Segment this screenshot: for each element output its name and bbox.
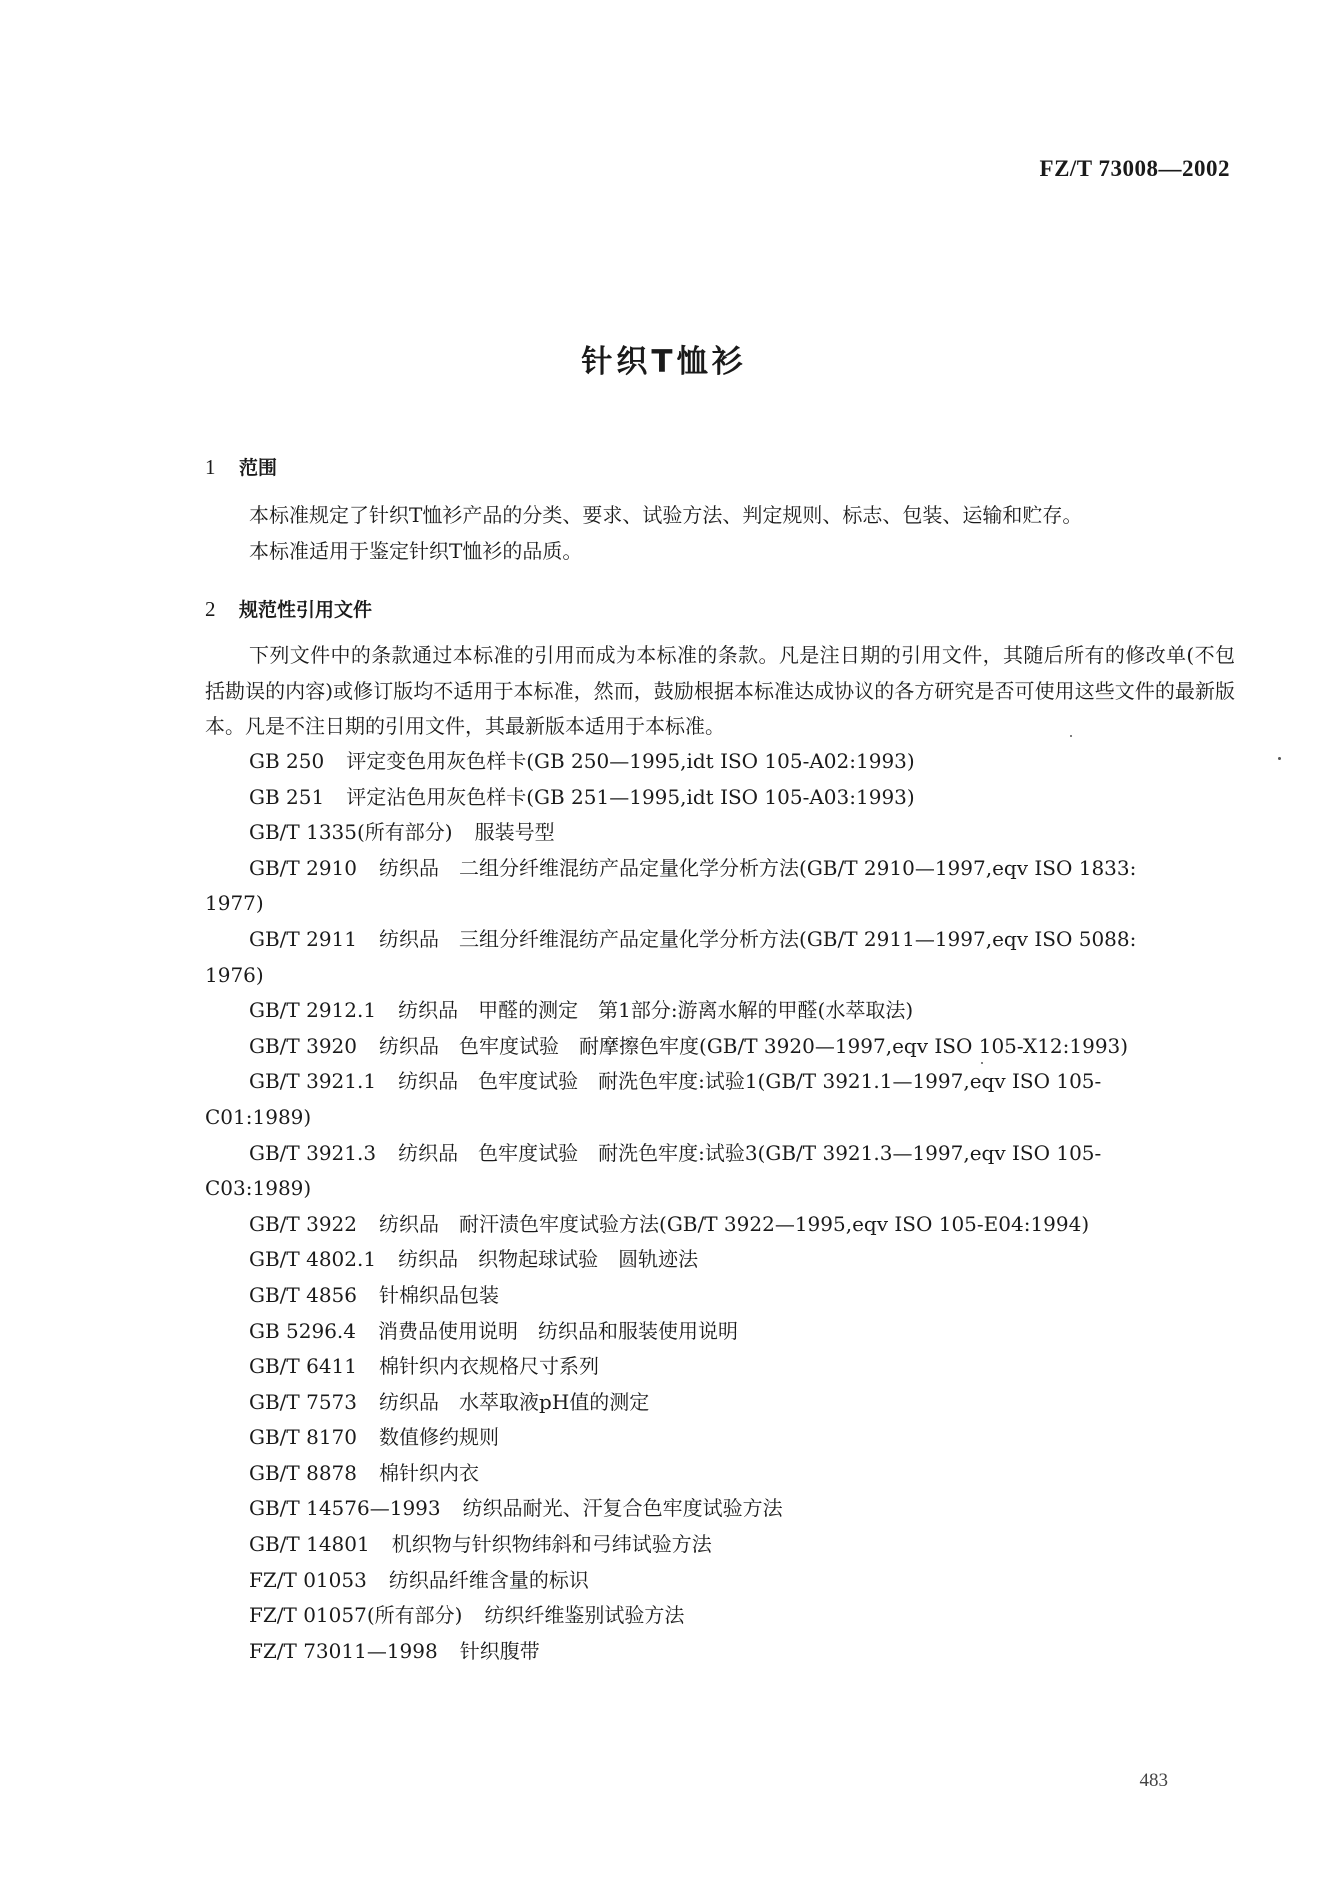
paragraph: 本标准规定了针织T恤衫产品的分类、要求、试验方法、判定规则、标志、包装、运输和贮存。 [249, 503, 1083, 527]
reference-code: GB/T 8170 [249, 1425, 358, 1450]
scan-speck [1278, 757, 1281, 760]
reference-item [205, 1242, 1235, 1278]
reference-title: 机织物与针织物纬斜和弓纬试验方法 [391, 1532, 712, 1557]
reference-code: GB/T 14801 [249, 1532, 370, 1557]
reference-title: 服装号型 [474, 820, 555, 845]
reference-code: GB/T 4856 [249, 1282, 358, 1307]
reference-title: 针织腹带 [459, 1638, 540, 1663]
reference-title: 纺织品 甲醛的测定 第1部分:游离水解的甲醛(水萃取法) [398, 998, 914, 1023]
reference-code: GB/T 1335(所有部分) [249, 820, 453, 845]
section-1-body [205, 498, 1235, 569]
reference-line [205, 1349, 1235, 1385]
reference-line [205, 1029, 1235, 1065]
reference-item [205, 1207, 1235, 1243]
reference-code: GB 5296.4 [249, 1318, 357, 1343]
reference-title: 纺织品纤维含量的标识 [388, 1567, 589, 1592]
reference-title: 纺织品 色牢度试验 耐摩擦色牢度(GB/T 3920—1997,eqv ISO 105-X12:1993) [379, 1033, 1129, 1058]
reference-line [205, 1456, 1235, 1492]
reference-item [205, 744, 1235, 780]
reference-title: 纺织品 三组分纤维混纺产品定量化学分析方法(GB/T 2911—1997,eqv ISO 5088: [379, 926, 1137, 951]
reference-title: 数值修约规则 [379, 1425, 500, 1450]
reference-line [205, 1527, 1235, 1563]
reference-line [205, 1207, 1235, 1243]
reference-item [205, 1385, 1235, 1421]
reference-code: GB/T 2910 [249, 855, 358, 880]
reference-title: 纺织纤维鉴别试验方法 [484, 1603, 685, 1628]
reference-code: FZ/T 01053 [249, 1567, 367, 1592]
reference-item [205, 1634, 1235, 1670]
reference-item [205, 922, 1235, 993]
scan-speck [1070, 735, 1072, 737]
reference-line [205, 1242, 1235, 1278]
reference-line [205, 1278, 1235, 1314]
scan-speck [981, 1062, 983, 1064]
reference-title: 纺织品 色牢度试验 耐洗色牢度:试验3(GB/T 3921.3—1997,eqv ISO 105- [398, 1140, 1102, 1165]
section-2-intro [205, 638, 1235, 745]
reference-title: 纺织品 耐汗渍色牢度试验方法(GB/T 3922—1995,eqv ISO 105-E04:1994) [379, 1211, 1090, 1236]
reference-code: GB/T 7573 [249, 1389, 358, 1414]
reference-continuation: 1976) [205, 962, 264, 987]
reference-code: GB/T 2911 [249, 926, 358, 951]
reference-code: GB/T 3921.1 [249, 1069, 377, 1094]
reference-code: FZ/T 01057(所有部分) [249, 1603, 463, 1628]
reference-title: 纺织品耐光、汗复合色牢度试验方法 [462, 1496, 783, 1521]
reference-item [205, 1491, 1235, 1527]
document-title: 针织T恤衫 [581, 344, 747, 380]
reference-list [205, 744, 1235, 1669]
reference-title: 针棉织品包装 [379, 1282, 500, 1307]
reference-item [205, 1029, 1235, 1065]
reference-item [205, 1064, 1235, 1135]
reference-item [205, 1314, 1235, 1350]
reference-continuation: C03:1989) [205, 1176, 312, 1201]
reference-continuation: 1977) [205, 891, 264, 916]
reference-item [205, 993, 1235, 1029]
reference-continuation: C01:1989) [205, 1104, 312, 1129]
reference-title: 纺织品 水萃取液pH值的测定 [379, 1389, 650, 1414]
reference-line [205, 744, 1235, 780]
reference-item [205, 851, 1235, 922]
section-1-heading [205, 453, 277, 480]
reference-code: GB/T 8878 [249, 1460, 358, 1485]
section-title: 规范性引用文件 [239, 599, 373, 621]
reference-line [205, 1385, 1235, 1421]
reference-title: 棉针织内衣规格尺寸系列 [379, 1354, 600, 1379]
reference-item [205, 780, 1235, 816]
reference-line [205, 1491, 1235, 1527]
reference-item [205, 1278, 1235, 1314]
reference-code: GB/T 3920 [249, 1033, 358, 1058]
page-number: 483 [1139, 1770, 1168, 1791]
reference-title: 评定沾色用灰色样卡(GB 251—1995,idt ISO 105-A03:1993) [346, 784, 915, 809]
paragraph: 本标准适用于鉴定针织T恤衫的品质。 [249, 538, 583, 563]
reference-code: GB/T 14576—1993 [249, 1496, 441, 1521]
reference-line [205, 1420, 1235, 1456]
reference-code: GB/T 4802.1 [249, 1247, 377, 1272]
reference-title: 纺织品 色牢度试验 耐洗色牢度:试验1(GB/T 3921.1—1997,eqv ISO 105- [398, 1069, 1102, 1094]
section-title: 范围 [239, 457, 278, 479]
section-number: 2 [205, 597, 216, 621]
section-number: 1 [205, 455, 216, 479]
reference-title: 纺织品 织物起球试验 圆轨迹法 [398, 1247, 699, 1272]
reference-code: GB 251 [249, 784, 325, 809]
reference-line [205, 1064, 1235, 1100]
reference-line [205, 1314, 1235, 1350]
reference-title: 评定变色用灰色样卡(GB 250—1995,idt ISO 105-A02:1993) [346, 749, 915, 773]
standard-code: FZ/T 73008—2002 [1039, 156, 1230, 181]
reference-title: 纺织品 二组分纤维混纺产品定量化学分析方法(GB/T 2910—1997,eqv ISO 1833: [379, 855, 1137, 880]
reference-line [205, 1598, 1235, 1634]
reference-code: FZ/T 73011—1998 [249, 1638, 438, 1663]
reference-line [205, 993, 1235, 1029]
reference-item [205, 1349, 1235, 1385]
paragraph: 下列文件中的条款通过本标准的引用而成为本标准的条款。凡是注日期的引用文件，其随后所有的修改单(不包括勘误的内容)或修订版均不适用于本标准，然而，鼓励根据本标准达成协议的各方研究是否可使用这些文件的最新版本。凡是不注日期的引用文件，其最新版本适用于本标准。 [205, 643, 1235, 738]
reference-line [205, 1634, 1235, 1670]
reference-item [205, 1420, 1235, 1456]
reference-item [205, 1136, 1235, 1207]
reference-line [205, 851, 1235, 887]
section-2-heading [205, 595, 372, 622]
reference-code: GB 250 [249, 749, 325, 773]
reference-line [205, 780, 1235, 816]
reference-item [205, 1456, 1235, 1492]
reference-item [205, 1527, 1235, 1563]
reference-code: GB/T 3921.3 [249, 1140, 377, 1165]
reference-line [205, 815, 1235, 851]
reference-line [205, 922, 1235, 958]
reference-item [205, 1563, 1235, 1599]
reference-code: GB/T 2912.1 [249, 998, 377, 1023]
reference-code: GB/T 6411 [249, 1354, 358, 1379]
reference-line [205, 1563, 1235, 1599]
reference-title: 棉针织内衣 [379, 1460, 480, 1485]
reference-code: GB/T 3922 [249, 1211, 358, 1236]
reference-item [205, 1598, 1235, 1634]
reference-item [205, 815, 1235, 851]
reference-title: 消费品使用说明 纺织品和服装使用说明 [378, 1318, 739, 1343]
reference-line [205, 1136, 1235, 1172]
